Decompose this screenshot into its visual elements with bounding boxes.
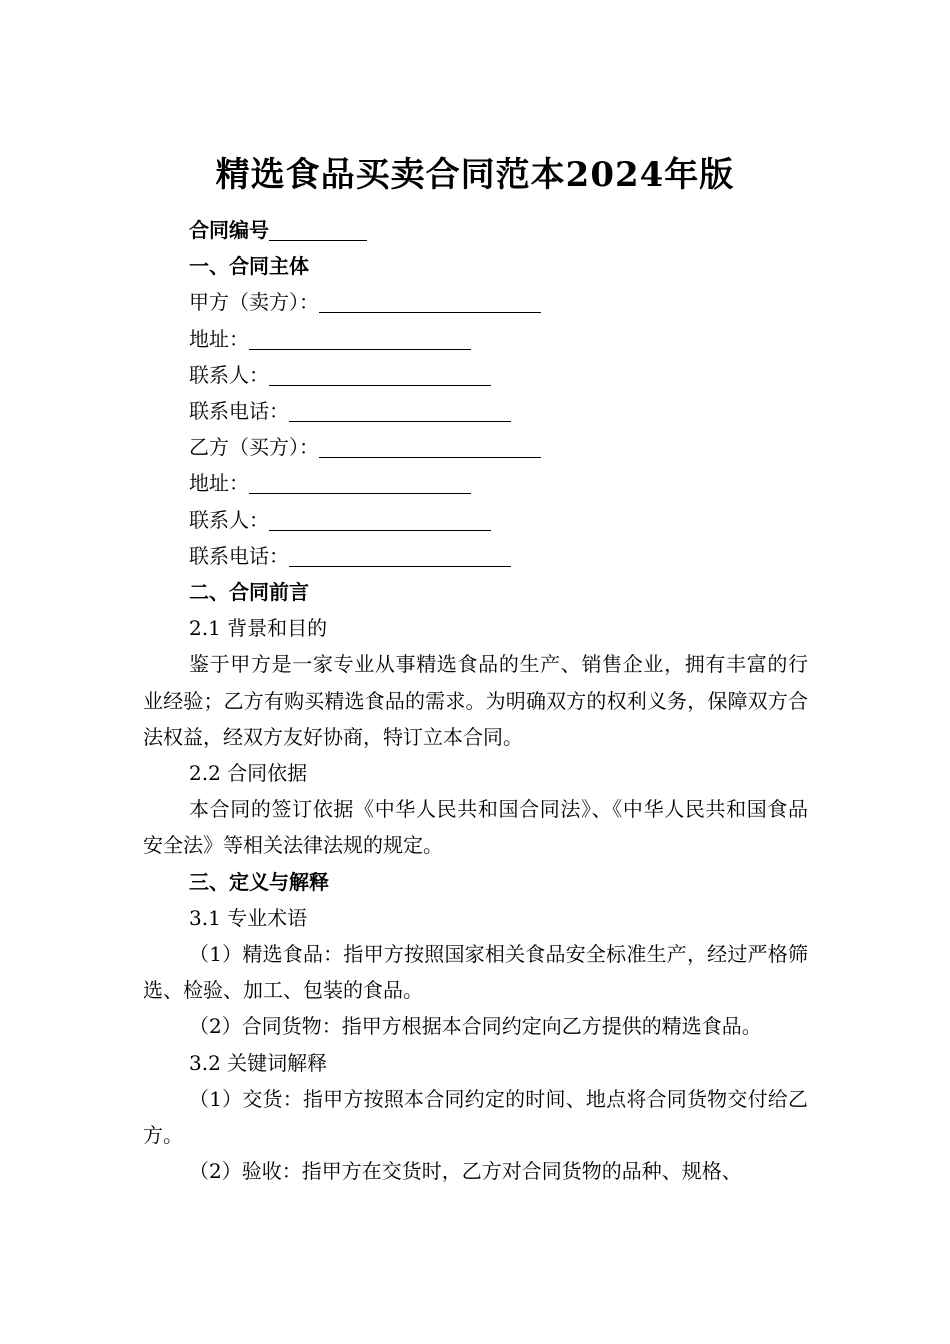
contract-number-line bbox=[143, 212, 808, 248]
document-body bbox=[143, 212, 808, 1189]
party-a-phone-field[interactable] bbox=[289, 395, 511, 422]
party-a-contact-line bbox=[143, 357, 808, 393]
address-label: 地址： bbox=[189, 471, 249, 496]
party-a-phone-line bbox=[143, 393, 808, 429]
phone-label: 联系电话： bbox=[189, 399, 289, 424]
section-heading: 三、定义与解释 bbox=[189, 869, 329, 894]
paragraph: （1）精选食品：指甲方按照国家相关食品安全标准生产，经过严格筛选、检验、加工、包装的食品。 bbox=[143, 942, 808, 1003]
phone-label: 联系电话： bbox=[189, 543, 289, 568]
contact-label: 联系人： bbox=[189, 507, 269, 532]
paragraph: 鉴于甲方是一家专业从事精选食品的生产、销售企业，拥有丰富的行业经验；乙方有购买精选食品的需求。为明确双方的权利义务，保障双方合法权益，经双方友好协商，特订立本合同。 bbox=[143, 652, 808, 749]
section-heading: 二、合同前言 bbox=[189, 580, 309, 605]
party-a-line bbox=[143, 284, 808, 320]
party-b-label: 乙方（买方）： bbox=[189, 435, 319, 460]
party-b-address-field[interactable] bbox=[249, 467, 471, 494]
party-a-address-line bbox=[143, 321, 808, 357]
paragraph: 本合同的签订依据《中华人民共和国合同法》、《中华人民共和国食品安全法》等相关法律法规的规定。 bbox=[143, 797, 808, 858]
subsection-heading: 3.2 关键词解释 bbox=[189, 1050, 328, 1075]
subsection-heading: 2.1 背景和目的 bbox=[189, 616, 328, 641]
paragraph: （2）合同货物：指甲方根据本合同约定向乙方提供的精选食品。 bbox=[189, 1014, 762, 1039]
party-a-contact-field[interactable] bbox=[269, 359, 491, 386]
party-b-phone-line bbox=[143, 538, 808, 574]
party-b-contact-line bbox=[143, 502, 808, 538]
party-b-phone-field[interactable] bbox=[289, 540, 511, 567]
party-b-address-line bbox=[143, 465, 808, 501]
address-label: 地址： bbox=[189, 326, 249, 351]
document-title: 精选食品买卖合同范本2024年版 bbox=[215, 155, 735, 195]
party-a-field[interactable] bbox=[319, 286, 541, 313]
party-b-line bbox=[143, 429, 808, 465]
section-heading: 一、合同主体 bbox=[189, 254, 309, 279]
party-a-address-field[interactable] bbox=[249, 323, 471, 350]
subsection-heading: 3.1 专业术语 bbox=[189, 905, 308, 930]
party-b-contact-field[interactable] bbox=[269, 504, 491, 531]
contract-number-label: 合同编号 bbox=[189, 218, 269, 242]
party-b-field[interactable] bbox=[319, 431, 541, 458]
contract-number-field[interactable] bbox=[269, 214, 367, 241]
contact-label: 联系人： bbox=[189, 362, 269, 387]
subsection-heading: 2.2 合同依据 bbox=[189, 761, 308, 786]
paragraph: （1）交货：指甲方按照本合同约定的时间、地点将合同货物交付给乙方。 bbox=[143, 1086, 808, 1148]
paragraph: （2）验收：指甲方在交货时，乙方对合同货物的品种、规格、 bbox=[189, 1159, 742, 1184]
party-a-label: 甲方（卖方）： bbox=[189, 290, 319, 315]
